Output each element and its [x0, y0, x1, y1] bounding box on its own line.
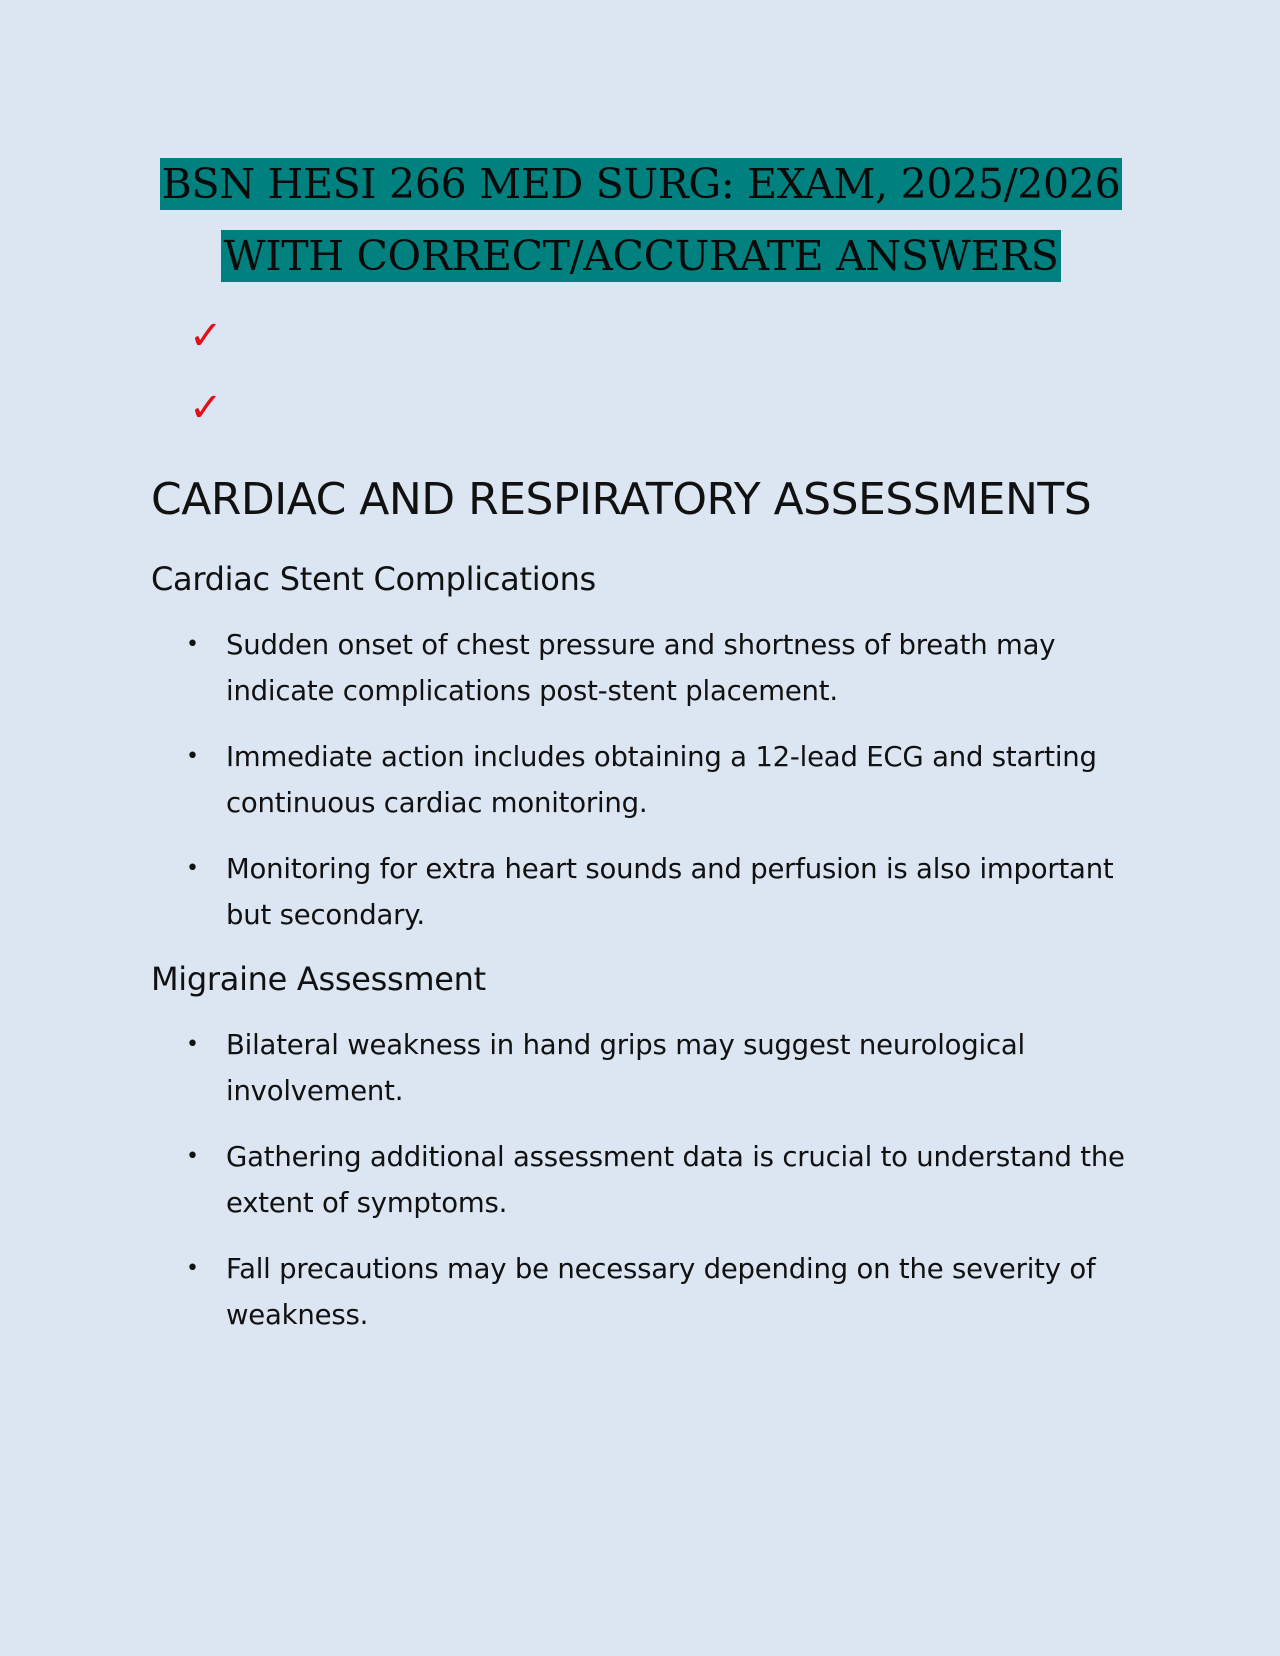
bullet-icon: • — [186, 1256, 199, 1281]
bullet-list-cardiac-stent — [151, 622, 1131, 938]
section-heading: CARDIAC AND RESPIRATORY ASSESSMENTS — [151, 474, 1092, 525]
title-line-2: WITH CORRECT/ACCURATE ANSWERS — [223, 232, 1059, 280]
checkmark-icon: ✓ — [189, 313, 223, 359]
check-marks — [189, 300, 1131, 444]
document-title — [151, 148, 1131, 292]
bullet-icon: • — [186, 856, 199, 881]
list-item-text: Sudden onset of chest pressure and shortness of breath may indicate complications post-stent placement. — [226, 629, 1056, 707]
list-item — [186, 846, 1131, 938]
list-item-text: Gathering additional assessment data is crucial to understand the extent of symptoms. — [226, 1141, 1125, 1219]
bullet-icon: • — [186, 1144, 199, 1169]
bullet-icon: • — [186, 1032, 199, 1057]
subsection-heading-cardiac-stent: Cardiac Stent Complications — [151, 560, 596, 598]
subsection-heading-migraine: Migraine Assessment — [151, 960, 486, 998]
list-item-text: Bilateral weakness in hand grips may suggest neurological involvement. — [226, 1029, 1025, 1107]
list-item — [186, 1246, 1131, 1338]
list-item — [186, 622, 1131, 714]
bullet-icon: • — [186, 744, 199, 769]
document-page — [151, 148, 1131, 1358]
list-item — [186, 1134, 1131, 1226]
list-item — [186, 734, 1131, 826]
list-item-text: Immediate action includes obtaining a 12-lead ECG and starting continuous cardiac monitoring. — [226, 741, 1097, 819]
list-item-text: Monitoring for extra heart sounds and perfusion is also important but secondary. — [226, 853, 1114, 931]
bullet-icon: • — [186, 632, 199, 657]
list-item — [186, 1022, 1131, 1114]
checkmark-icon: ✓ — [189, 385, 223, 431]
bullet-list-migraine — [151, 1022, 1131, 1338]
list-item-text: Fall precautions may be necessary depending on the severity of weakness. — [226, 1253, 1096, 1331]
title-line-1: BSN HESI 266 MED SURG: EXAM, 2025/2026 — [161, 160, 1121, 208]
